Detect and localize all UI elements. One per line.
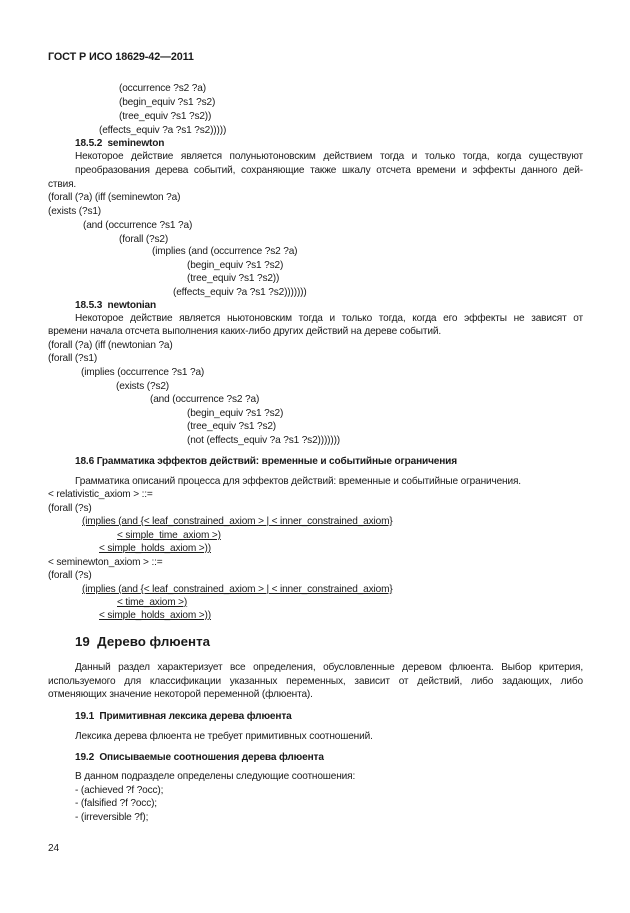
list-item: - (achieved ?f ?occ); — [75, 785, 164, 796]
paragraph-line: времени начала отсчета выполнения каких-либо других действий на дереве событий. — [48, 326, 441, 337]
paragraph-line: отменяющих значение некоторой переменной (флюента). — [48, 689, 313, 700]
subsection-heading: 18.6 Грамматика эффектов действий: временные и событийные ограничения — [75, 456, 457, 467]
code-line: (and (occurrence ?s2 ?a) — [150, 394, 260, 405]
grammar-line: (forall (?s) — [48, 570, 92, 581]
code-line: (effects_equiv ?a ?s1 ?s2))))) — [99, 125, 227, 136]
code-line: (forall (?a) (iff (newtonian ?a) — [48, 340, 173, 351]
code-line: (tree_equiv ?s1 ?s2) — [187, 421, 277, 432]
code-line: (implies (and (occurrence ?s2 ?a) — [152, 246, 298, 257]
paragraph-line: Лексика дерева флюента не требует примитивных соотношений. — [75, 731, 373, 742]
code-line: (forall (?s1) — [48, 353, 98, 364]
page-header: ГОСТ Р ИСО 18629-42—2011 — [48, 51, 194, 63]
paragraph-line: ствия. — [48, 179, 77, 190]
code-line: (forall (?s2) — [119, 234, 169, 245]
code-line: (begin_equiv ?s1 ?s2) — [187, 408, 284, 419]
grammar-line: (implies (and {< leaf_constrained_axiom > | < inner_constrained_axiom} — [82, 516, 393, 527]
grammar-line: (implies (and {< leaf_constrained_axiom > | < inner_constrained_axiom} — [82, 584, 393, 595]
grammar-line: (forall (?s) — [48, 503, 92, 514]
grammar-line: < seminewton_axiom > ::= — [48, 557, 163, 568]
grammar-line: < simple_holds_axiom >)) — [99, 543, 211, 554]
paragraph-line: Некоторое действие является полуньютоновским действием тогда и только тогда, когда существуют — [75, 151, 583, 162]
list-item: - (falsified ?f ?occ); — [75, 798, 157, 809]
code-line: (exists (?s1) — [48, 206, 102, 217]
paragraph-line: В данном подразделе определены следующие соотношения: — [75, 771, 356, 782]
paragraph-line: преобразования дерева событий, сохраняющие также шкалу отсчета времени и эффекты данного дей- — [75, 165, 583, 176]
paragraph-line: Грамматика описаний процесса для эффектов действий: временные и событийные ограничения. — [75, 476, 521, 487]
code-line: (tree_equiv ?s1 ?s2)) — [119, 111, 212, 122]
list-item: - (irreversible ?f); — [75, 812, 149, 823]
code-line: (effects_equiv ?a ?s1 ?s2))))))) — [173, 287, 307, 298]
paragraph-line: Некоторое действие является ньютоновским тогда и только тогда, когда его эффекты не зависят от — [75, 313, 583, 324]
subsection-heading: 18.5.2 seminewton — [75, 138, 165, 149]
code-line: (occurrence ?s2 ?a) — [119, 83, 206, 94]
grammar-line: < time_axiom >) — [117, 597, 188, 608]
grammar-line: < simple_holds_axiom >)) — [99, 610, 211, 621]
code-line: (and (occurrence ?s1 ?a) — [83, 220, 193, 231]
code-line: (forall (?a) (iff (seminewton ?a) — [48, 192, 181, 203]
grammar-line: < relativistic_axiom > ::= — [48, 489, 153, 500]
paragraph-line: используемого для классификации указанных переменных, зависит от действий, либо задающих, либо — [48, 676, 583, 687]
code-line: (tree_equiv ?s1 ?s2)) — [187, 273, 280, 284]
code-line: (implies (occurrence ?s1 ?a) — [81, 367, 205, 378]
subsection-heading: 18.5.3 newtonian — [75, 300, 157, 311]
section-heading: 19 Дерево флюента — [75, 634, 210, 649]
code-line: (begin_equiv ?s1 ?s2) — [187, 260, 284, 271]
subsection-heading: 19.1 Примитивная лексика дерева флюента — [75, 711, 292, 722]
code-line: (exists (?s2) — [116, 381, 170, 392]
grammar-line: < simple_time_axiom >) — [117, 530, 221, 541]
page-number: 24 — [48, 843, 59, 854]
paragraph-line: Данный раздел характеризует все определения, обусловленные деревом флюента. Выбор критерия, — [75, 662, 583, 673]
subsection-heading: 19.2 Описываемые соотношения дерева флюента — [75, 752, 324, 763]
code-line: (begin_equiv ?s1 ?s2) — [119, 97, 216, 108]
code-line: (not (effects_equiv ?a ?s1 ?s2))))))) — [187, 435, 341, 446]
